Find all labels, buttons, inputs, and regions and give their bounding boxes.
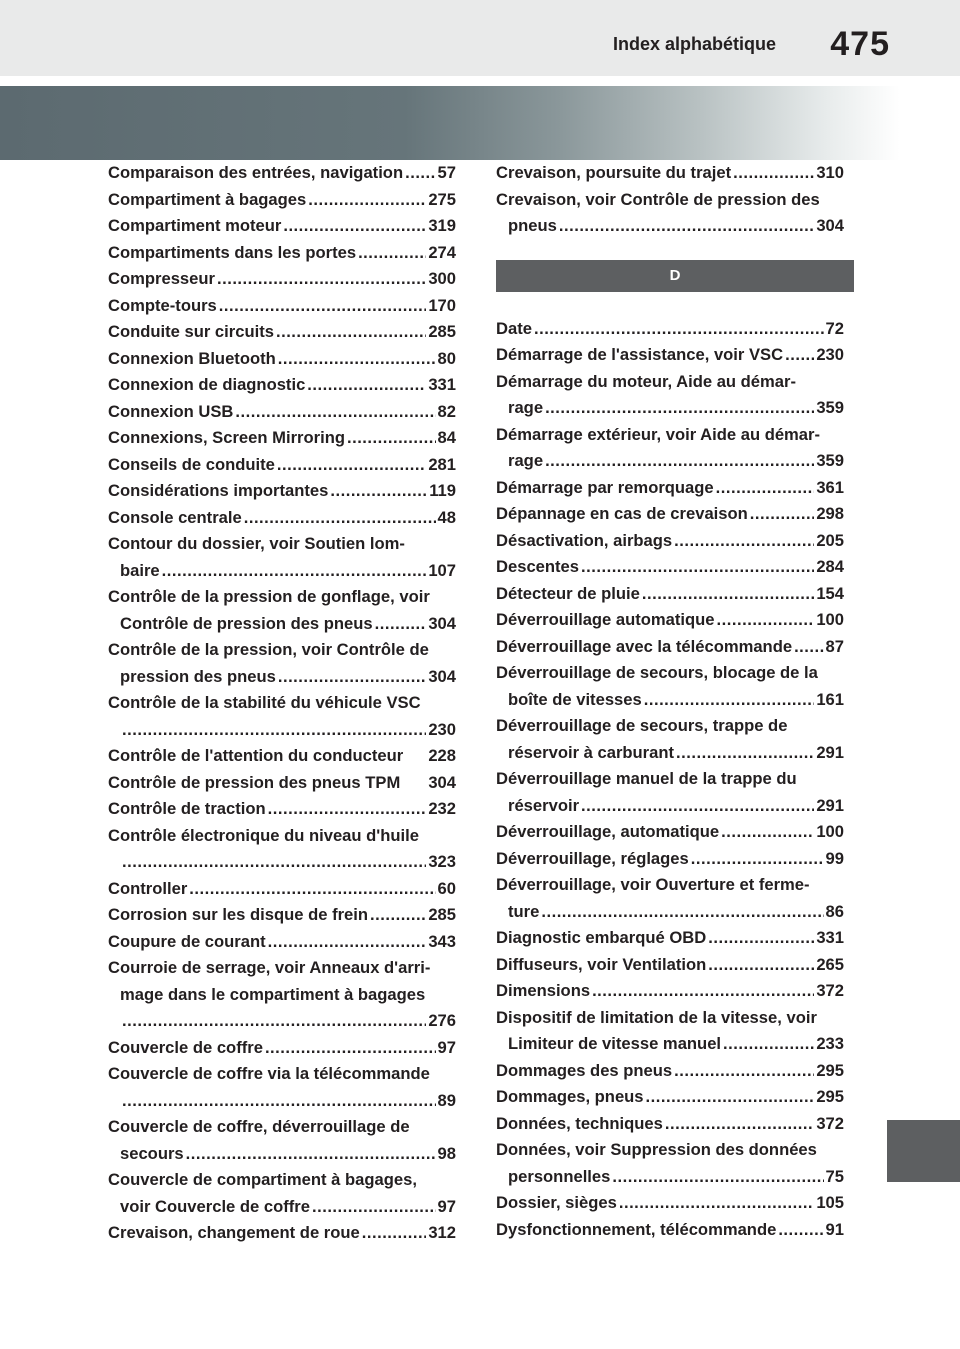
index-entry — [108, 319, 456, 346]
index-entry — [496, 819, 844, 846]
index-entry-page: 228 — [428, 746, 456, 765]
index-entry — [108, 372, 456, 399]
leader-dots — [581, 554, 814, 581]
index-entry-term: Console centrale — [108, 507, 242, 527]
index-entry-term: Démarrage extérieur, voir Aide au démar- — [496, 424, 821, 444]
leader-dots — [235, 399, 435, 426]
index-entry-term: Crevaison, changement de roue — [108, 1223, 360, 1242]
leader-dots — [122, 849, 426, 876]
index-entry-page: 48 — [437, 507, 456, 527]
index-entry — [108, 346, 456, 373]
index-entry — [108, 690, 456, 743]
index-entry-page: 304 — [428, 613, 456, 633]
index-entry — [108, 902, 456, 929]
chapter-tab — [887, 1120, 960, 1182]
leader-dots — [268, 796, 427, 823]
index-entry-page: 100 — [816, 822, 844, 841]
index-entry — [108, 1035, 456, 1062]
leader-dots — [794, 634, 823, 661]
index-entry — [108, 213, 456, 240]
index-entry-page: 97 — [437, 1196, 456, 1216]
leader-dots — [778, 1217, 823, 1244]
index-entry-term: Déverrouillage, voir Ouverture et ferme- — [496, 875, 810, 894]
leader-dots — [691, 846, 824, 873]
index-entry-page: 291 — [816, 742, 844, 762]
index-entry-term: Connexions, Screen Mirroring — [108, 428, 345, 447]
leader-dots — [717, 607, 815, 634]
index-entry — [496, 872, 844, 925]
leader-dots — [545, 395, 814, 422]
leader-dots — [277, 452, 426, 479]
index-entry-term: Conseils de conduite — [108, 454, 275, 474]
index-entry — [496, 342, 844, 369]
index-entry — [108, 293, 456, 320]
index-column-left — [108, 160, 456, 1247]
leader-dots — [186, 1141, 436, 1168]
index-entry-term: Dimensions — [496, 981, 591, 1000]
index-entry — [108, 796, 456, 823]
index-entry-term: pneus — [508, 216, 557, 235]
leader-dots — [122, 717, 426, 744]
leader-dots — [674, 528, 814, 555]
index-entry-term: Couvercle de coffre via la télécommande — [108, 1064, 430, 1083]
index-entry-page: 97 — [437, 1037, 456, 1057]
leader-dots — [559, 213, 814, 240]
leader-dots — [375, 611, 427, 638]
index-entry — [108, 478, 456, 505]
index-entry-term: Dossier, sièges — [496, 1193, 617, 1212]
leader-dots — [545, 448, 814, 475]
index-entry-page: 281 — [428, 454, 456, 474]
index-entry-page: 107 — [428, 560, 456, 580]
index-entry — [496, 607, 844, 634]
leader-dots — [708, 925, 814, 952]
section-title: Index alphabétique — [612, 34, 776, 54]
index-entry-page: 161 — [816, 689, 844, 709]
index-entry-page: 80 — [437, 348, 456, 368]
index-entry-page: 372 — [816, 981, 844, 1000]
index-entry — [108, 823, 456, 876]
index-entry-page: 285 — [428, 905, 456, 924]
index-entry-page: 319 — [428, 216, 456, 235]
index-entry — [496, 187, 844, 240]
index-entry-page: 295 — [816, 1087, 844, 1106]
index-entry-page: 72 — [825, 318, 844, 338]
index-entry-term: Connexion Bluetooth — [108, 348, 276, 368]
index-entry-term: mage dans le compartiment à bagages — [120, 984, 426, 1004]
index-entry — [496, 581, 844, 608]
index-entry — [108, 452, 456, 479]
leader-dots — [665, 1111, 814, 1138]
leader-dots — [122, 1008, 426, 1035]
index-entry-page: 265 — [816, 954, 844, 974]
leader-dots — [785, 342, 814, 369]
index-entry — [496, 475, 844, 502]
index-entry-term: Conduite sur circuits — [108, 322, 274, 341]
index-entry — [496, 160, 844, 187]
index-entry-page: 359 — [816, 398, 844, 417]
index-entry-term: Contrôle de traction — [108, 799, 266, 818]
leader-dots — [122, 1088, 436, 1115]
index-entry-page: 361 — [816, 477, 844, 497]
index-entry-term: Contrôle de pression des pneus TPM — [108, 772, 401, 792]
index-entry — [496, 1111, 844, 1138]
index-entry-term: Corrosion sur les disque de frein — [108, 905, 369, 924]
index-entry-page: 98 — [437, 1143, 456, 1163]
index-entry-term: Démarrage par remorquage — [496, 477, 714, 497]
index-entry-term: Données, voir Suppression des données — [496, 1140, 817, 1159]
index-entry-term: Couvercle de compartiment à bagages, — [108, 1170, 417, 1189]
index-entry-term: secours — [120, 1143, 184, 1163]
leader-dots — [541, 899, 823, 926]
index-entry-term: Compartiments dans les portes — [108, 242, 357, 262]
index-entry-term: ture — [508, 901, 540, 921]
index-entry-term: rage — [508, 451, 544, 470]
index-entry-term: Connexion de diagnostic — [108, 375, 306, 394]
index-entry-term: Dépannage en cas de crevaison — [496, 504, 748, 523]
index-entry-term: Déverrouillage avec la télécommande — [496, 636, 793, 656]
index-entry-term: pression des pneus — [120, 666, 276, 686]
index-entry-page: 285 — [428, 322, 456, 341]
index-column-right — [496, 160, 844, 1243]
index-entry-page: 119 — [429, 481, 456, 500]
index-group-c-continued — [496, 160, 844, 240]
index-entry — [108, 637, 456, 690]
leader-dots — [716, 475, 815, 502]
index-entry-term: boîte de vitesses — [508, 689, 642, 709]
index-entry — [108, 1220, 456, 1247]
index-entry — [108, 1167, 456, 1220]
index-entry-term: Démarrage de l'assistance, voir VSC — [496, 345, 784, 364]
leader-dots — [330, 478, 427, 505]
page-header-bar — [0, 0, 960, 76]
index-entry-term: Désactivation, airbags — [496, 530, 673, 550]
leader-dots — [646, 1084, 815, 1111]
index-entry-page: 75 — [825, 1166, 844, 1186]
index-entry-term: Compresseur — [108, 269, 215, 288]
index-entry-term: Détecteur de pluie — [496, 583, 640, 603]
index-entry-page: 233 — [816, 1034, 844, 1053]
index-entry-term: Contrôle de la stabilité du véhicule VSC — [108, 693, 421, 712]
index-entry — [496, 660, 844, 713]
index-entry-term: Compte-tours — [108, 295, 217, 315]
index-entry — [108, 584, 456, 637]
index-entry — [496, 846, 844, 873]
index-entry — [108, 1114, 456, 1167]
index-entry — [108, 505, 456, 532]
leader-dots — [278, 346, 436, 373]
leader-dots — [405, 160, 435, 187]
index-entry-term: Contrôle de pression des pneus — [120, 613, 373, 633]
leader-dots — [642, 581, 814, 608]
index-entry — [108, 425, 456, 452]
leader-dots — [265, 1035, 436, 1062]
index-entry-term: Dysfonctionnement, télécommande — [496, 1219, 777, 1239]
index-entry-term: réservoir — [508, 795, 580, 815]
index-entry-term: Déverrouillage de secours, trappe de — [496, 716, 788, 735]
index-entry-term: Dispositif de limitation de la vitesse, voir — [496, 1007, 817, 1027]
index-entry-page: 99 — [825, 848, 844, 868]
index-entry — [108, 399, 456, 426]
index-entry — [108, 876, 456, 903]
index-entry-page: 284 — [816, 557, 844, 576]
index-entry-term: personnelles — [508, 1166, 611, 1186]
index-entry — [496, 1217, 844, 1244]
index-entry-page: 91 — [825, 1219, 844, 1239]
index-entry-term: Dommages, pneus — [496, 1087, 644, 1106]
index-entry-page: 100 — [816, 610, 844, 629]
index-entry-page: 84 — [437, 428, 456, 447]
index-entry-term: Crevaison, poursuite du trajet — [496, 163, 732, 182]
leader-dots — [219, 293, 427, 320]
index-entry — [108, 929, 456, 956]
index-entry — [108, 187, 456, 214]
index-entry-page: 230 — [816, 345, 844, 364]
index-entry — [496, 1190, 844, 1217]
index-entry-term: baire — [120, 560, 160, 580]
leader-dots — [312, 1194, 436, 1221]
leader-dots — [370, 902, 426, 929]
index-entry-page: 312 — [428, 1223, 456, 1242]
index-entry — [496, 713, 844, 766]
index-entry-term: Considérations importantes — [108, 481, 329, 500]
index-entry-page: 232 — [428, 799, 456, 818]
index-entry — [496, 1005, 844, 1058]
index-entry-page: 82 — [437, 401, 456, 421]
index-entry — [496, 1084, 844, 1111]
index-entry-term: Contrôle de la pression, voir Contrôle de — [108, 640, 429, 659]
index-entry-term: Coupure de courant — [108, 931, 266, 951]
index-entry-term: Contrôle de l'attention du conducteur — [108, 746, 404, 765]
index-entry — [108, 955, 456, 1035]
index-entry-term: Date — [496, 318, 532, 338]
leader-dots — [362, 1220, 427, 1247]
index-entry-page: 291 — [816, 795, 844, 815]
index-entry-term: rage — [508, 398, 544, 417]
index-entry-page: 359 — [816, 451, 844, 470]
index-entry — [496, 952, 844, 979]
index-entry-page: 86 — [825, 901, 844, 921]
index-entry-page: 205 — [816, 530, 844, 550]
index-entry-page: 154 — [816, 583, 844, 603]
index-entry-page: 105 — [816, 1193, 844, 1212]
index-entry-page: 57 — [437, 163, 456, 182]
index-entry-page: 298 — [816, 504, 844, 523]
index-entry-page: 60 — [437, 878, 456, 898]
leader-dots — [189, 876, 435, 903]
leader-dots — [268, 929, 427, 956]
index-entry-term: Limiteur de vitesse manuel — [508, 1034, 722, 1053]
index-entry-page: 310 — [816, 163, 844, 182]
index-entry — [108, 160, 456, 187]
leader-dots — [708, 952, 814, 979]
leader-dots — [278, 664, 426, 691]
leader-dots — [534, 316, 824, 343]
index-entry-term: Démarrage du moteur, Aide au démar- — [496, 371, 796, 391]
index-entry-page: 300 — [428, 269, 456, 288]
index-entry-term: Déverrouillage manuel de la trappe du — [496, 769, 797, 788]
index-entry-term: Controller — [108, 878, 188, 898]
index-entry-term: Comparaison des entrées, navigation — [108, 163, 404, 182]
index-entry — [496, 316, 844, 343]
index-entry-page: 276 — [428, 1011, 456, 1030]
index-entry-term: Déverrouillage automatique — [496, 610, 715, 629]
index-entry-term: voir Couvercle de coffre — [120, 1196, 310, 1216]
index-entry — [496, 501, 844, 528]
index-entry-page: 304 — [428, 666, 456, 686]
leader-dots — [308, 187, 426, 214]
index-entry — [108, 743, 456, 770]
leader-dots — [347, 425, 436, 452]
index-entry-page: 372 — [816, 1113, 844, 1133]
index-entry-term: Compartiment moteur — [108, 216, 282, 235]
leader-dots — [162, 558, 427, 585]
index-entry — [108, 266, 456, 293]
index-entry-term: Contrôle de la pression de gonflage, voir — [108, 587, 430, 606]
index-entry-term: Couvercle de coffre — [108, 1037, 263, 1057]
index-entry-page: 89 — [437, 1090, 456, 1110]
index-entry-page: 274 — [428, 242, 456, 262]
index-entry-page: 304 — [816, 216, 844, 235]
index-entry-term: Données, techniques — [496, 1113, 663, 1133]
header-banner — [0, 86, 900, 160]
leader-dots — [592, 978, 814, 1005]
index-entry-term: Contrôle électronique du niveau d'huile — [108, 825, 419, 845]
index-entry — [496, 925, 844, 952]
index-entry-term: Déverrouillage, réglages — [496, 848, 689, 868]
index-entry-page: 275 — [428, 189, 456, 209]
index-entry — [496, 978, 844, 1005]
index-entry-term: Dommages des pneus — [496, 1060, 673, 1080]
index-entry — [108, 531, 456, 584]
index-entry-page: 295 — [816, 1060, 844, 1080]
index-entry-term: Descentes — [496, 557, 580, 576]
leader-dots — [244, 505, 436, 532]
index-entry — [108, 240, 456, 267]
leader-dots — [750, 501, 815, 528]
leader-dots — [283, 213, 426, 240]
index-group-d — [496, 316, 844, 1244]
leader-dots — [723, 1031, 814, 1058]
index-entry-term: Courroie de serrage, voir Anneaux d'arri- — [108, 958, 431, 977]
index-entry-term: Couvercle de coffre, déverrouillage de — [108, 1117, 410, 1136]
section-letter-d: D — [496, 260, 854, 292]
index-entry-page: 304 — [428, 772, 456, 792]
leader-dots — [721, 819, 814, 846]
index-entry-term: Contour du dossier, voir Soutien lom- — [108, 534, 405, 553]
index-entry-term: Déverrouillage, automatique — [496, 822, 720, 841]
index-entry-page: 331 — [428, 375, 456, 394]
leader-dots — [644, 687, 815, 714]
index-entry-term: Déverrouillage de secours, blocage de la — [496, 663, 818, 682]
leader-dots — [581, 793, 814, 820]
leader-dots — [217, 266, 426, 293]
leader-dots — [276, 319, 426, 346]
index-entry — [496, 1058, 844, 1085]
index-entry-page: 87 — [825, 636, 844, 656]
index-entry-term: Crevaison, voir Contrôle de pression des — [496, 189, 820, 209]
index-entry-page: 331 — [816, 928, 844, 947]
index-entry-term: Diagnostic embarqué OBD — [496, 928, 707, 947]
index-entry — [496, 422, 844, 475]
leader-dots — [619, 1190, 814, 1217]
index-entry-page: 230 — [428, 719, 456, 739]
index-entry-term: Compartiment à bagages — [108, 189, 307, 209]
index-entry — [496, 1137, 844, 1190]
leader-dots — [612, 1164, 823, 1191]
index-entry — [496, 528, 844, 555]
index-entry — [496, 766, 844, 819]
index-entry-page: 343 — [428, 931, 456, 951]
index-entry — [496, 634, 844, 661]
index-entry — [108, 770, 456, 797]
index-entry-term: réservoir à carburant — [508, 742, 675, 762]
index-entry-page: 323 — [428, 852, 456, 871]
index-entry-term: Connexion USB — [108, 401, 234, 421]
leader-dots — [358, 240, 426, 267]
index-entry — [108, 1061, 456, 1114]
index-entry — [496, 554, 844, 581]
leader-dots — [674, 1058, 814, 1085]
index-entry-term: Diffuseurs, voir Ventilation — [496, 954, 707, 974]
leader-dots — [676, 740, 814, 767]
leader-dots — [733, 160, 814, 187]
index-entry-page: 170 — [428, 295, 456, 315]
page-number: 475 — [830, 25, 890, 63]
index-entry — [496, 369, 844, 422]
leader-dots — [307, 372, 426, 399]
